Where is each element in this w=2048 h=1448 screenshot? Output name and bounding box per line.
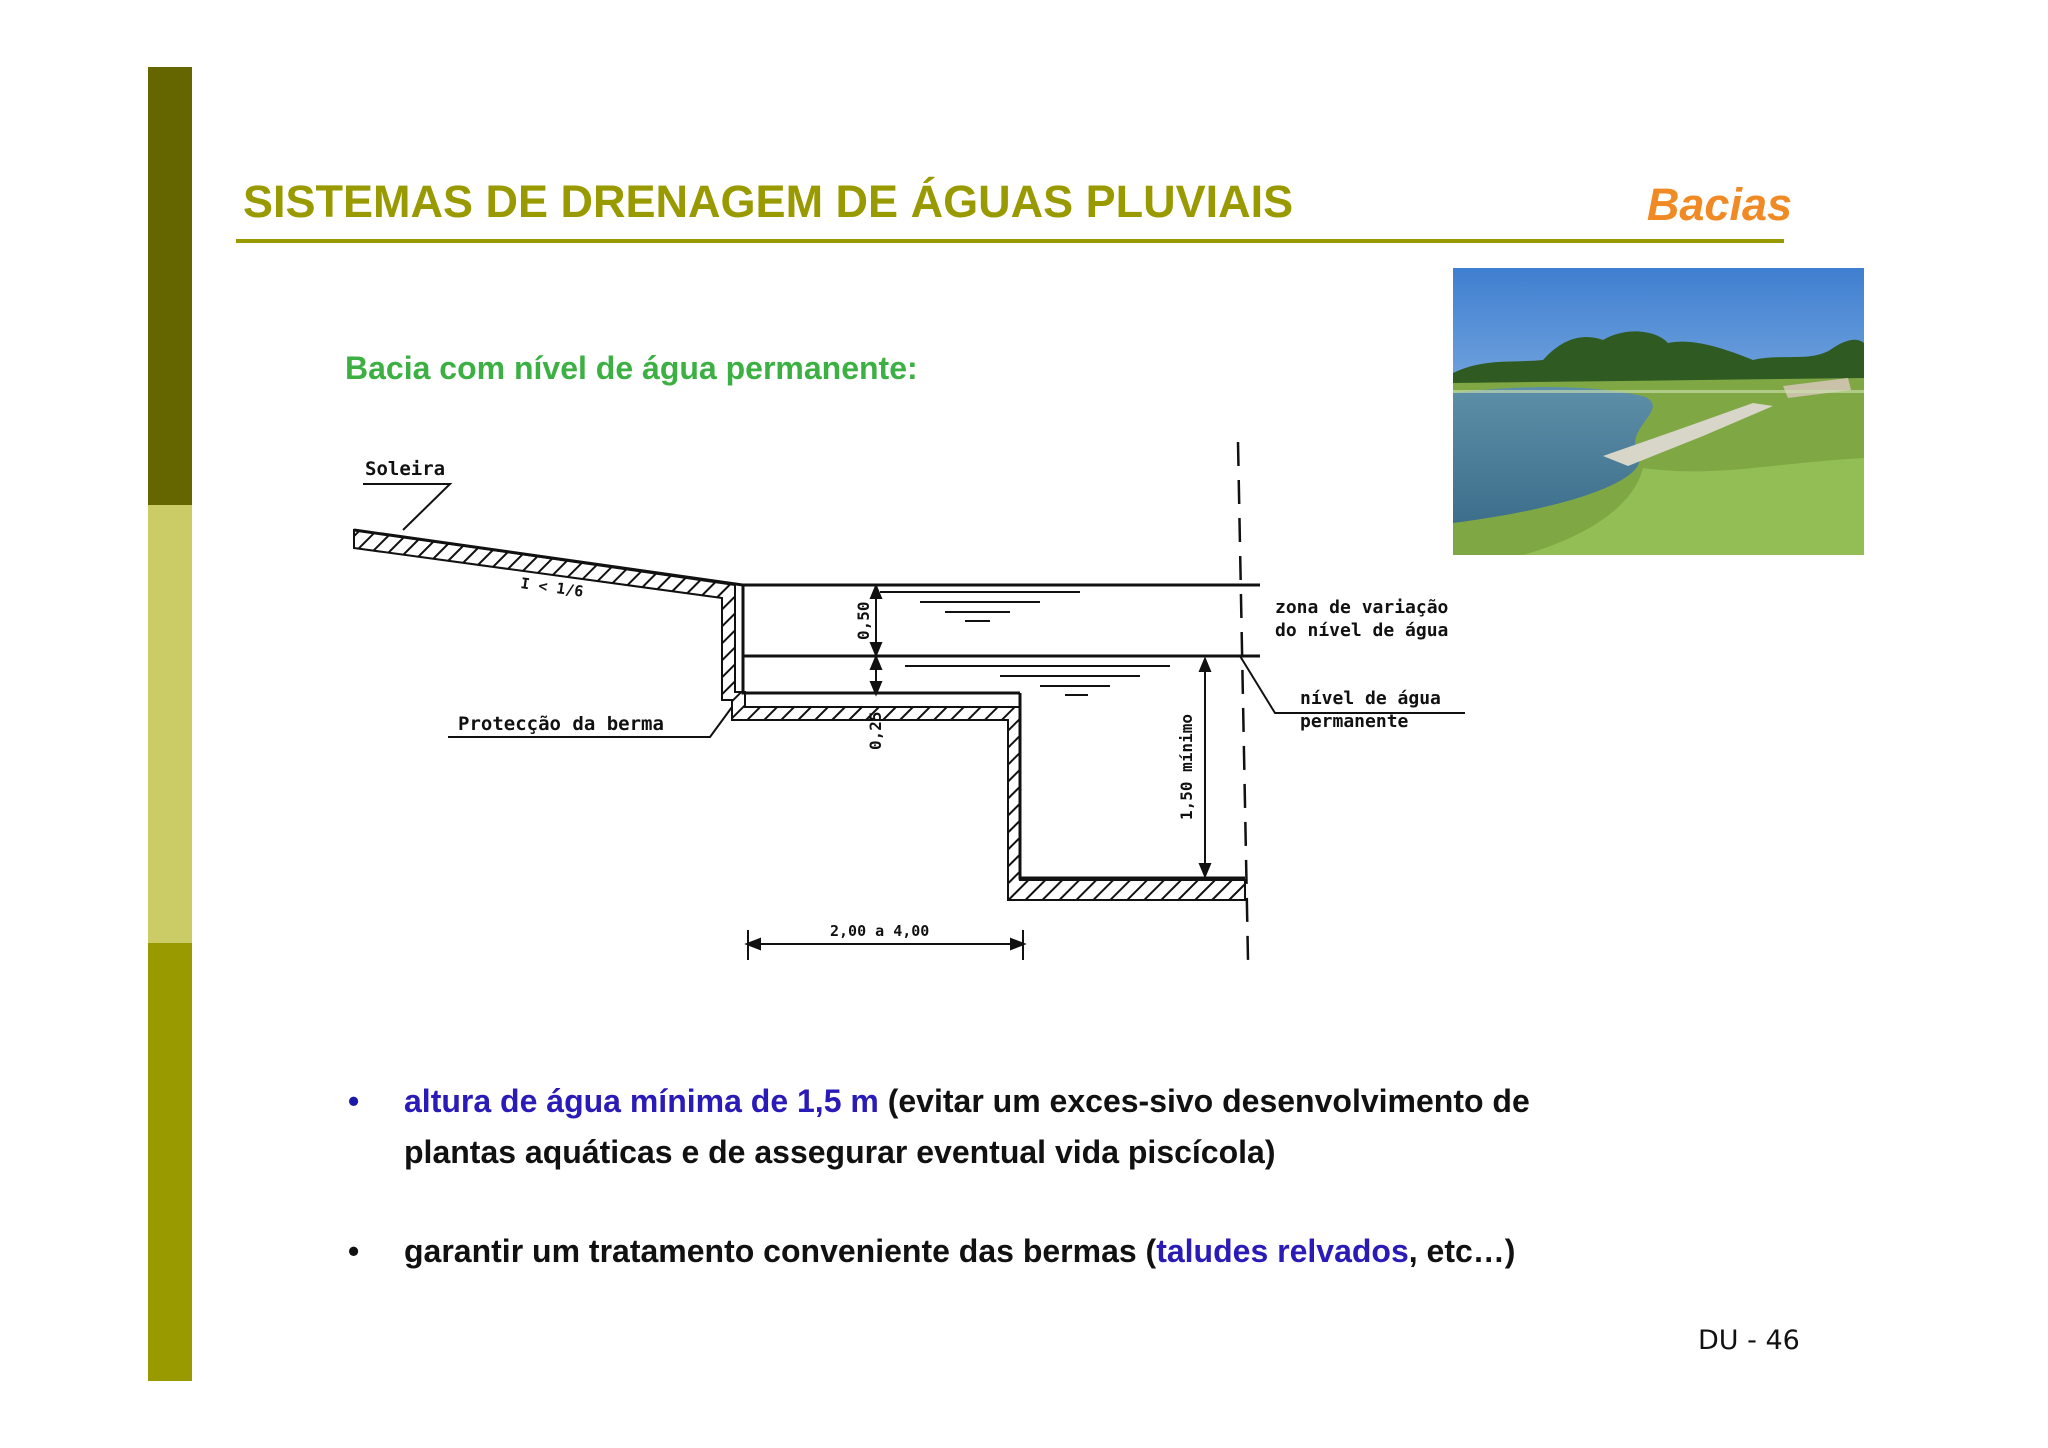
nivel-label-line1: nível de água (1300, 688, 1441, 709)
bullet-text-after: , etc…) (1408, 1233, 1516, 1269)
bullet-text: (evitar um exces-sivo desenvolvimento de plantas aquáticas e de assegurar eventual vida piscícola) (404, 1083, 1530, 1170)
dimension-150 (1200, 659, 1210, 876)
sidebar-bar-light (148, 505, 192, 943)
bullet-marker: • (348, 1083, 360, 1119)
dimension-025 (871, 657, 881, 694)
bullet-marker: • (348, 1233, 360, 1269)
basin-cross-section-diagram (340, 430, 1490, 990)
bullet-text-before: garantir um tratamento conveniente das bermas ( (404, 1233, 1157, 1269)
bullet-item-1 (340, 1076, 1640, 1178)
sidebar-bar-mid (148, 943, 192, 1381)
page-number: DU - 46 (1698, 1325, 1800, 1356)
retention-pond-photo (1453, 268, 1864, 555)
diagram-subtitle: Bacia com nível de água permanente: (345, 350, 918, 386)
section-tag: Bacias (1646, 179, 1792, 230)
bullet-list (340, 1076, 1640, 1277)
basin-wall-line (1020, 693, 1245, 878)
zona-label-line1: zona de variação (1275, 597, 1449, 618)
proteccao-label: Protecção da berma (458, 713, 664, 735)
bullet-highlight: altura de água mínima de 1,5 m (404, 1083, 879, 1119)
title-underline (236, 239, 1784, 243)
dimension-050-label: 0,50 (854, 601, 873, 640)
slide-title: SISTEMAS DE DRENAGEM DE ÁGUAS PLUVIAIS (243, 176, 1294, 227)
bullet-item-2 (340, 1226, 1640, 1277)
bullet-highlight: taludes relvados (1156, 1233, 1409, 1269)
nivel-label-line2: permanente (1300, 711, 1409, 732)
soleira-leader (363, 484, 450, 530)
zona-label-line2: do nível de água (1275, 620, 1449, 641)
dimension-150-label: 1,50 mínimo (1177, 714, 1196, 820)
slope-label: I < 1/6 (519, 574, 585, 601)
dimension-width-label: 2,00 a 4,00 (830, 922, 930, 940)
sidebar-bar-dark (148, 67, 192, 505)
water-symbol-lower (905, 666, 1170, 695)
soleira-label: Soleira (365, 458, 446, 480)
water-symbol-upper (880, 592, 1080, 621)
dimension-025-label: 0,25 (866, 711, 885, 750)
